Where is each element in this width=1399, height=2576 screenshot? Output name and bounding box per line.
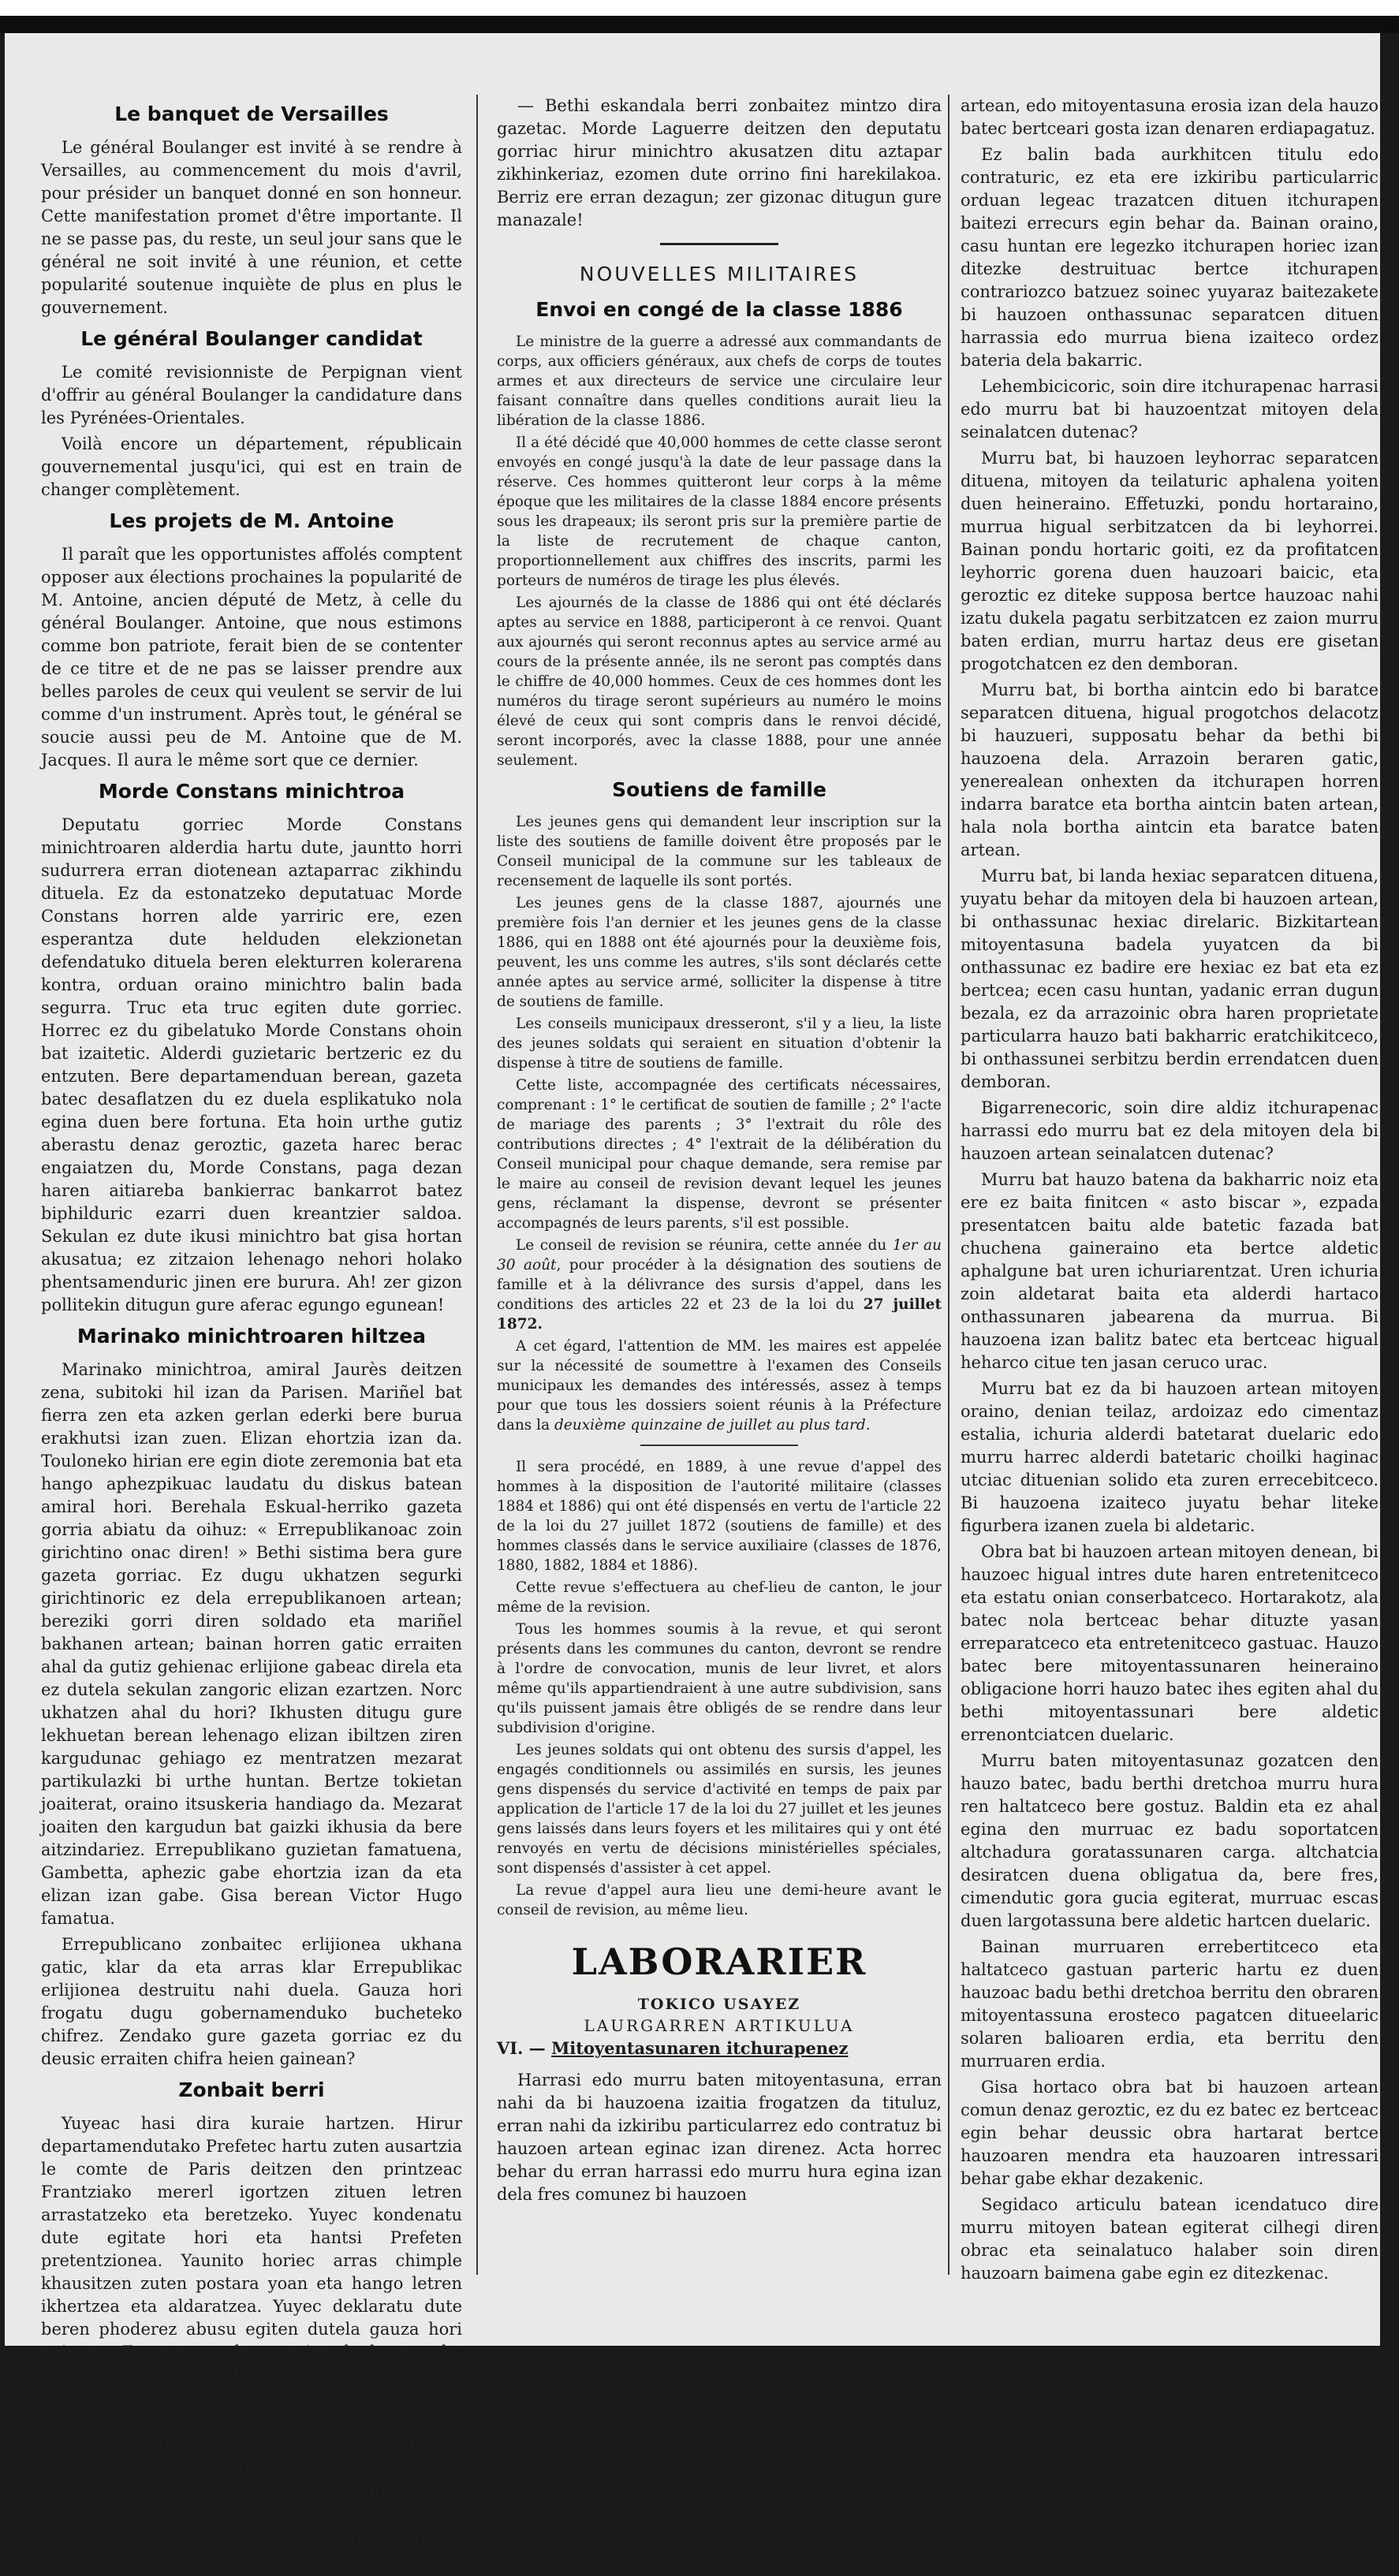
paragraph: Voilà encore un département, républicain gouvernemental jusqu'ici, qui est en train de changer complètement.	[41, 434, 462, 499]
paragraph: Yuyeac hasi dira kuraie hartzen. Hirur departamendutako Prefetec hartu zuten ausartzia le comte de Paris deitzen den printzeac Frantziako mererl igortzen zituen letren arrastatzeko eta beretzeko. Yuyec kondenatu dute egitate hori eta hantsi Prefeten pretentzionea. Yaunito horiec arras chimple khausitzen zuten postara yoan eta hango letren ikhertzea eta aldaratzea. Yuyec deklaratu dute beren phoderez abusu egiten dutela gauza hori egitean. Esperantza dugu anitz denbora gabe punitzen izanen direla holako egileac.	[41, 2114, 462, 2384]
top-border-edge	[0, 16, 1399, 33]
section-separator	[640, 1445, 798, 1446]
paragraph: Les jeunes soldats qui ont obtenu des sursis d'appel, les engagés conditionnels ou assimilés en sursis, les jeunes gens dispensés du service d'activité en temps de paix par application de l'article 17 de la loi du 27 juillet et les jeunes gens laissés dans leurs foyers et les militaires qui y ont été renvoyés en vertu de décisions ministérielles spéciales, sont dispensés d'assister à cet appel.	[497, 1742, 942, 1877]
paragraph: Il sera procédé, en 1889, à une revue d'appel des hommes à la disposition de l'autorité militaire (classes 1884 et 1886) qui ont été dispensés en vertu de l'article 22 de la loi du 27 juillet 1872 (soutiens de famille) et des hommes classés dans le service auxiliaire (classes de 1876, 1880, 1882, 1884 et 1886).	[497, 1459, 942, 1574]
article-laborarier-continued	[961, 95, 1378, 2285]
paragraph: Gisa hortaco obra bat bi hauzoen artean comun denaz geroztic, ez du ez batec ez bertceac egin behar deussic obra hartarat bertce hauzoaren mendra eta hauzoaren intressari behar gabe ekhar dezakenic.	[961, 2078, 1378, 2188]
paragraph: Obra bat bi hauzoen artean mitoyen denean, bi hauzoec higual intres dute haren entretenitceco eta estatu onian conserbatceco. Hortarakotz, ala batec nola bertceac behar dituzte yasan erreparatceco eta entretenitceco gastuac. Hauzo batec bere mitoyentassunaren heineraino obligacione horri hauzo batec ihes egiten ahal du bethi mitoyentassunari bere aldetic errenontciatcen duelaric.	[961, 1542, 1378, 1744]
heading-boulanger-candidat: Le général Boulanger candidat	[80, 327, 423, 350]
paragraph: Le général Boulanger est invité à se rendre à Versailles, au commencement du mois d'avril, pour présider un banquet donné en son honneur. Cette manifestation promet d'être importante. Il ne se passe pas, du reste, un seul jour sans que le général ne soit invité à une réunion, et cette popularité soutenue inquiète de plus en plus le gouvernement.	[41, 138, 462, 317]
paragraph: Il a été décidé que 40,000 hommes de cette classe seront envoyés en congé jusqu'à la date de leur passage dans la réserve. Ces hommes quitteront leur corps à la même époque que les militaires de la classe 1884 encore présents sous les drapeaux; ils seront pris sur la première partie de la liste de recrutement de chaque canton, proportionnellement aux chiffres des inscrits, parmi les porteurs de numéros de tirage les plus élevés.	[497, 434, 942, 589]
article-soutiens	[497, 812, 942, 1435]
heading-marinako: Marinako minichtroaren hiltzea	[76, 1325, 427, 1348]
heading-envoi-conge: Envoi en congé de la classe 1886	[535, 298, 903, 321]
paragraph: La revue d'appel aura lieu une demi-heure avant le conseil de revision, au même lieu.	[497, 1882, 942, 1918]
article-banquet	[41, 136, 462, 319]
paragraph: Les ajournés de la classe de 1886 qui ont été déclarés aptes au service en 1888, participeront à ce renvoi. Quant aux ajournés qui seront reconnus aptes au service armé au cours de la présente année, ils ne seront pas comptés dans le chiffre de 40,000 hommes. Ceux de ces hommes dont les numéros du tirage seront supérieurs au numéro le moins élevé de ceux qui sont compris dans le renvoi décidé, seront incorporés, avec la classe 1888, pour une année seulement.	[497, 595, 942, 769]
article-antoine	[41, 543, 462, 772]
paragraph	[497, 1336, 942, 1435]
paragraph: — Frantzia barneko deputatu batec behar ukhan du pleinta bat egin Prefetari bere departamenduko kantonierren eta bertze chehatalen izenean. Erreglamenduen arabera hilabethe guziez pagaturic izan behar diten yende malurus hec, sos bat ez dute hunkitu yoan den urriaz geroz. Zer baruria egin arazten dioten gobernamenduac!	[41, 2391, 462, 2570]
paragraph: Murru bat, bi landa hexiac separatcen dituena, yuyatu behar da mitoyen dela bi hauzoen artean, bi onthassunac hexiac direlaric. Bizkitartean mitoyentasuna badela yuyatcen da bi onthassunac ez badire ere hexiac ez bat eta ez bertcea; ecen casu huntan, yadanic erran dugun bezala, ez da arrazoinic obra haren proprietate particularra hauzo bati bakharric eratchikitceco, bi onthassunei serbitzu berdin errendatcen duen demboran.	[961, 867, 1378, 1091]
paragraph: Les jeunes gens de la classe 1887, ajournés une première fois l'an dernier et les jeunes gens de la classe 1886, qui en 1888 ont été ajournés pour la deuxième fois, peuvent, les uns comme les autres, s'ils sont déclarés cette année aptes au service armé, solliciter la dispense à titre de soutiens de famille.	[497, 895, 942, 1010]
column-1	[41, 95, 462, 2576]
article-boulanger-candidat	[41, 361, 462, 501]
paragraph: Cette liste, accompagnée des certificats nécessaires, comprenant : 1° le certificat de soutien de famille ; 2° l'acte de mariage des parents ; 3° l'extrait du rôle des contributions directes ; 4° l'extrait de la délibération du Conseil municipal pour chaque demande, sera remise par le maire au conseil de revision devant lequel les jeunes gens, réclamant la dispense, devront se présenter accompagnés de leurs parents, s'il est possible.	[497, 1077, 942, 1232]
paragraph: Les conseils municipaux dresseront, s'il y a lieu, la liste des jeunes soldats qui seraient en situation d'obtenir la dispense à titre de soutiens de famille.	[497, 1016, 942, 1072]
paragraph: Le ministre de la guerre a adressé aux commandants de corps, aux officiers généraux, aux chefs de corps de toutes armes et aux directeurs de service une circulaire leur faisant connaître dans quelles conditions aurait lieu la libération de la classe 1886.	[497, 334, 942, 429]
paragraph: Les jeunes gens qui demandent leur inscription sur la liste des soutiens de famille doivent être proposés par le Conseil municipal de la commune sur les tableaux de recensement de laquelle ils sont portés.	[497, 814, 942, 889]
chapter-title: Mitoyentasunaren itchurapenez	[551, 2038, 849, 2058]
section-separator	[660, 243, 778, 245]
paragraph: artean, edo mitoyentasuna erosia izan dela hauzo batec bertceari gosta izan denaren erdiapagatuz.	[961, 96, 1378, 138]
paragraph: Lehembicicoric, soin dire itchurapenac harrasi edo murru bat bi hauzoentzat mitoyen dela seinalatcen dutenac?	[961, 377, 1378, 442]
date-emphasis: 1er au 30 août	[497, 1237, 942, 1273]
paragraph: Murru baten mitoyentasunaz gozatcen den hauzo batec, badu berthi dretchoa murru hura ren haltatceco bere gostuz. Baldin eta ez ahal egina den murruac ez badu soportatcen altchadura goratassunaren carga. altchatcia desiratcen duena obligatua da, bere fres, cimendutic gora gucia egiterat, murruac escas duen largotassuna bere aldetic hartcen duelaric.	[961, 1751, 1378, 1930]
heading-soutiens: Soutiens de famille	[612, 778, 826, 801]
paragraph: Harrasi edo murru baten mitoyentasuna, erran nahi da bi hauzoena izaitia frogatzen da tituluz, erran nahi da izkiribu particularrez edo contratuz bi hauzoen artean eginac izan direnez. Acta horrec behar du erran harrassi edo murru hura egina izan dela fres comunez bi hauzoen	[497, 2071, 942, 2204]
paragraph: Il paraît que les opportunistes affolés comptent opposer aux élections prochaines la popularité de M. Antoine, ancien député de Metz, à celle du général Boulanger. Antoine, que nous estimons comme bon patriote, ferait bien de se contenter de ce titre et de ne pas se laisser prendre aux belles paroles de ceux qui veulent se servir de lui comme d'un instrument. Après tout, le général se soucie aussi peu de M. Antoine que de M. Jacques. Il aura le même sort que ce dernier.	[41, 545, 462, 770]
heading-constans: Morde Constans minichtroa	[98, 780, 405, 803]
paragraph: Bigarrenecoric, soin dire aldiz itchurapenac harrassi edo murru bat ez dela mitoyen dela bi hauzoen artean seinalatcen dutenac?	[961, 1098, 1378, 1163]
heading-banquet: Le banquet de Versailles	[114, 103, 389, 125]
article-revue-appel	[497, 1457, 942, 1920]
article-laborarier	[497, 2069, 942, 2206]
paragraph: Murru bat, bi bortha aintcin edo bi baratce separatcen dituena, higual progotchos delacotz bi hauzueri, supposatu behar da bethi bi hauzoena dela. Arrazoin beraren gatic, yenerealean onhexten da itchurapen horren indarra baratce eta bortha aintcin baten artean, hala nola bortha aintcin eta baratce baten artean.	[961, 680, 1378, 859]
top-border	[0, 0, 1399, 33]
paragraph: Murru bat, bi hauzoen leyhorrac separatcen dituena, mitoyen da teilaturic aphalena yoiten duen heineraino. Effetuzki, pondu hortaraino, murrua higual serbitzatcen da bi leyhorrei. Bainan pondu hortaric goiti, ez da profitatcen leyhorric gorena duen hauzoari baicic, eta geroztic ez diteke supposa bertce hauzoac nahi izatu dukela pagatu serbitzatcen ez zaion murru baten erdian, murru hartaz deus ere gisetan progotchatcen ez den demboran.	[961, 449, 1378, 673]
column-rule-left	[476, 95, 478, 2275]
section-masthead: NOUVELLES MILITAIRES	[579, 263, 860, 285]
article-zonbait-berri	[41, 2112, 462, 2573]
paragraph: Deputatu gorriec Morde Constans minichtroaren alderdia hartu dute, jauntto horri sudurrera erran diotenean aztaparrac zikhindu dituela. Ez da estonatzeko deputatuac Morde Constans horren alde yarriric ere, ezen esperantza dute helduden elekzionetan defendatuko dituela beren elekturren kolerarena kontra, orduan oraino minichtro balin bada segurra. Truc eta truc egiten dute gorriec. Horrec ez du gibelatuko Morde Constans ohoin bat izaitetic. Alderdi guzietaric bertzeric ez du entzuten. Bere departamenduan berean, gazeta batec desaflatzen du ez duela esplikatuko nola egina duen bere fortuna. Eta hoin urthe gutiz aberastu denaz geroztic, gazeta harec berac engaiatzen du, Morde Constans, paga dezan haren aitiareba bankierrac bankarrot batez biphilduric ezarri duen kreantzier saldoa. Sekulan ez dute ikusi minichtro bat gisa hortan akusatua; ez zitzaion lehenago nehori holako phentsamenduric jinen ere burura. Ah! zer gizon pollitekin ditugun gure aferac egungo egunean!	[41, 815, 462, 1314]
paragraph: Segidaco articulu batean icendatuco dire murru mitoyen batean egiterat cilhegi diren obrac eta seinalatuco halaber soin diren hauzoarn baimena gabe egin ez ditezkenac.	[961, 2195, 1378, 2283]
article-envoi-conge	[497, 332, 942, 770]
date-emphasis: 27 juillet 1872.	[497, 1296, 942, 1333]
newspaper-page	[5, 33, 1380, 2570]
paragraph: Le comité revisionniste de Perpignan vient d'offrir au général Boulanger la candidature dans les Pyrénées-Orientales.	[41, 363, 462, 427]
article-laguerre	[497, 95, 942, 232]
deadline-emphasis: deuxième quinzaine de juillet au plus tard.	[554, 1417, 871, 1433]
laborarier-chapter	[497, 2038, 942, 2058]
article-marinako	[41, 1359, 462, 2071]
paragraph: Tous les hommes soumis à la revue, et qui seront présents dans les communes du canton, devront se rendre à l'ordre de convocation, munis de leur livret, et alors même qu'ils appartiendraient à une autre subdivision, sans qu'ils puissent jamais être obligés de se rendre dans leur subdivision d'origine.	[497, 1621, 942, 1736]
paragraph: Bainan murruaren errebertitceco eta haltatceco gastuan parteric hartu ez duen hauzoac badu bethi dretchoa berritu den obraren mitoyentassuna erosteco pagatcen ditueelaric solaren balioaren erdia, eta berritu den murruaren erdia.	[961, 1937, 1378, 2071]
heading-zonbait-berri: Zonbait berri	[178, 2078, 325, 2101]
column-3	[961, 95, 1378, 2288]
text: A cet égard, l'attention de MM. les maires est appelée sur la nécessité de soumettre à l'examen des Conseils municipaux les demandes des intéressés, assez à temps pour que tous les dossiers soient réunis à la Préfecture dans la	[497, 1338, 942, 1433]
laborarier-subtitle: TOKICO USAYEZ	[637, 1996, 801, 2013]
text: Le conseil de revision se réunira, cette année du	[516, 1237, 893, 1254]
paragraph: Ez balin bada aurkhitcen titulu edo contraturic, ez eta ere izkiribu particularric orduan legeac trazatcen dituen itchurapen baitezi errecurs egin behar da. Bainan oraino, casu huntan ere legezko itchurapen horiec izan ditezke destruituac bertce itchurapen contrariozco batzuez soinec yuyaraz baitezakete bi hauzoen onthassunac separatcen dituen harrassia edo murrua biena izaiteco ordez bateria dela bakarric.	[961, 145, 1378, 370]
paragraph: Murru bat ez da bi hauzoen artean mitoyen oraino, denian teilaz, ardoizaz edo cimentaz estalia, ichuria alderdi batetarat duelaric edo murru harrec alderdi batetaric choilki haginac utciac dituenian solido eta zuren errecebitceco. Bi hauzoena izaiteco juyatu behar liteke figurbera izanen zuela bi aldetaric.	[961, 1379, 1378, 1535]
laborarier-title: LABORARIER	[571, 1940, 867, 1983]
heading-antoine: Les projets de M. Antoine	[109, 509, 394, 532]
chapter-number: VI. —	[497, 2038, 546, 2058]
paragraph: — Bethi eskandala berri zonbaitez mintzo dira gazetac. Morde Laguerre deitzen den deputatu gorriac hirur minichtro akusatzen ditu aztapar zikhinkeriaz, ezomen dute orrino fini harekilakoa. Berriz ere erran dezagun; zer gizonac ditugun gure manazale!	[497, 96, 942, 229]
text: , pour procéder à la désignation des soutiens de famille et à la délivrance des sursis d'appel, dans les conditions des articles 22 et 23 de la loi du	[497, 1257, 942, 1313]
paragraph: Errepublicano zonbaitec erlijionea ukhana gatic, klar da eta arras klar Errepublikac erlijionea destruitu nahi duela. Gauza hori frogatu dugu gobernamenduko bucheteko chifrez. Zendako gure gazeta gorriac ez du deusic erraiten chifra heien gainean?	[41, 1935, 462, 2068]
paragraph	[497, 1236, 942, 1334]
laborarier-article-number: LAURGARREN ARTIKULUA	[584, 2016, 855, 2035]
paragraph: Marinako minichtroa, amiral Jaurès deitzen zena, subitoki hil izan da Parisen. Mariñel bat fierra zen eta azken gerlan ederki bere burua erakhutsi izan zuen. Elizan ehortzia izan da. Touloneko hirian ere egin diote zeremonia bat eta hango aphezpikuac laudatu du diskus batean amiral hori. Berehala Eskual-herriko gazeta gorria abiatu da oihuz: « Errepublikanoac zoin girichtino onac diren! » Bethi sistima bera gure gazeta gorriac. Ez dugu ukhatzen segurki girichtinoric ez dela errepublikanoen artean; bereziki gorri diren soldado eta mariñel bakhanen artean; bainan horren gatic erraiten ahal da gutiz gehienac erlijione gabeac direla eta ez dutela sekulan zangoric elizan ezartzen. Norc ukhatzen ahal du hori? Ikhusten ditugu gure lekhuetan berean lehenago elizan ibiltzen ziren kargudunac gehiago ez mentratzen mezarat partikulazki bi urthe huntan. Bertze tokietan joaiterat, oraino itsuskeria handiago da. Mezarat joaiten den kargudun bat gaizki ikhusia da bere aitzindariez. Errepublikano guzietan famatuena, Gambetta, aphezic gabe ehortzia izan da eta elizan izan gabe. Gisa berean Victor Hugo famatua.	[41, 1360, 462, 1928]
paragraph: Murru bat hauzo batena da bakharric noiz eta ere ez baita finitcen « asto biscar », ezpada presentatcen baitu alde batetic fazada bat chuchena gaineraino eta bertce aldetic aphalgune bat uren ichuriarentzat. Uren ichuria zoin aldetarat baita eta alderdi hartaco onthassunaren jabearena da murrua. Bi hauzoena izan balitz batec eta bertceac higual heharco citue ten jasan ceruco urac.	[961, 1170, 1378, 1372]
column-rule-right	[948, 95, 949, 2275]
column-2	[497, 95, 942, 2209]
paragraph: Cette revue s'effectuera au chef-lieu de canton, le jour même de la revision.	[497, 1579, 942, 1616]
article-constans	[41, 814, 462, 1317]
